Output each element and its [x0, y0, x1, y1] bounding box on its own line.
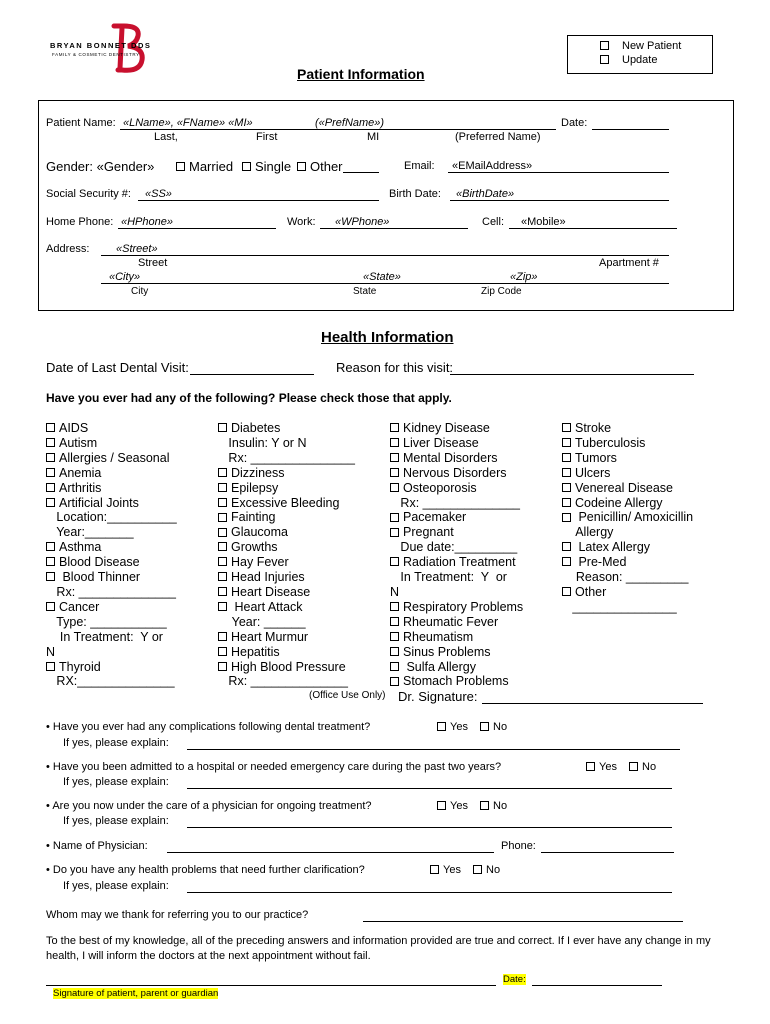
condition-item[interactable] — [390, 615, 523, 630]
condition-label: Mental Disorders — [403, 450, 498, 465]
condition-label: Diabetes — [231, 421, 281, 435]
condition-item — [218, 451, 355, 466]
zip-caption: Zip Code — [481, 286, 522, 297]
condition-label: Growths — [231, 540, 278, 555]
attestation-statement: To the best of my knowledge, all of the preceding answers and information provided are true and correct. If I ever have any change in my health, I will inform the doctors at the next appointment without fail. — [46, 935, 711, 962]
q3-explain-label: If yes, please explain: — [63, 815, 169, 827]
birth-date-value[interactable]: «BirthDate» — [456, 188, 515, 200]
office-use-label: (Office Use Only) — [309, 690, 386, 701]
condition-item[interactable] — [46, 540, 177, 555]
condition-label: Head Injuries — [231, 570, 305, 585]
condition-item[interactable] — [46, 496, 177, 511]
conditions-column-2 — [218, 421, 355, 689]
condition-item[interactable] — [218, 630, 355, 645]
condition-item — [46, 510, 177, 525]
condition-checkbox[interactable] — [562, 587, 571, 596]
condition-item[interactable] — [218, 466, 355, 481]
condition-item — [218, 674, 355, 689]
condition-item[interactable] — [390, 525, 523, 540]
q1-text: Have you ever had any complications following dental treatment? — [52, 721, 371, 733]
home-phone-label: Home Phone: — [46, 216, 114, 228]
reason-label: Reason for this visit: — [336, 360, 454, 375]
condition-label: Year:_______ — [46, 525, 134, 540]
condition-checkbox[interactable] — [218, 528, 227, 537]
condition-checkbox[interactable] — [390, 602, 399, 611]
q3-no-label: No — [493, 800, 508, 812]
conditions-column-4 — [562, 421, 693, 615]
condition-label: Pregnant — [403, 525, 454, 540]
condition-label: Autism — [59, 435, 98, 450]
condition-label: AIDS — [59, 421, 89, 435]
condition-item — [46, 525, 177, 540]
condition-item[interactable] — [218, 481, 355, 496]
logo-name: BRYAN BONNET DDS — [50, 41, 152, 50]
q2-yes-checkbox[interactable] — [586, 762, 595, 771]
condition-checkbox[interactable] — [218, 498, 227, 507]
condition-checkbox[interactable] — [218, 513, 227, 522]
condition-label: RX:______________ — [46, 674, 175, 689]
bullet-icon: • — [46, 761, 50, 773]
q2-text: Have you been admitted to a hospital or needed emergency care during the past two years? — [52, 761, 502, 773]
first-caption: First — [256, 131, 278, 143]
condition-item — [46, 615, 177, 630]
condition-checkbox[interactable] — [46, 557, 55, 566]
condition-label: Arthritis — [59, 480, 102, 495]
condition-label: Allergy — [562, 525, 614, 540]
logo — [48, 22, 178, 72]
condition-item[interactable] — [46, 660, 177, 675]
condition-item[interactable] — [390, 660, 523, 675]
condition-checkbox[interactable] — [218, 483, 227, 492]
condition-item[interactable] — [390, 421, 523, 436]
ss-label: Social Security #: — [46, 188, 131, 200]
condition-label: Rx: ______________ — [390, 495, 520, 510]
q1-yes-checkbox[interactable] — [437, 722, 446, 731]
condition-checkbox[interactable] — [390, 423, 399, 432]
condition-label: Allergies / Seasonal — [59, 450, 170, 465]
condition-label: Rheumatic Fever — [403, 614, 499, 629]
condition-item — [46, 645, 177, 660]
health-information-heading: Health Information — [321, 329, 454, 346]
mi-caption: MI — [367, 131, 380, 143]
q5-explain-label: If yes, please explain: — [63, 880, 169, 892]
email-label: Email: — [404, 160, 435, 172]
reason-field[interactable] — [450, 374, 694, 375]
condition-item[interactable] — [218, 510, 355, 525]
condition-checkbox[interactable] — [46, 468, 55, 477]
condition-checkbox[interactable] — [562, 438, 571, 447]
condition-checkbox[interactable] — [390, 453, 399, 462]
q5-no-label: No — [486, 864, 501, 876]
condition-checkbox[interactable] — [562, 483, 571, 492]
condition-item[interactable] — [46, 436, 177, 451]
condition-item — [390, 570, 523, 585]
condition-checkbox[interactable] — [390, 617, 399, 626]
condition-item[interactable] — [390, 451, 523, 466]
condition-checkbox[interactable] — [562, 498, 571, 507]
condition-item[interactable] — [562, 466, 693, 481]
city-value[interactable]: «City» — [109, 271, 141, 283]
preferred-caption: (Preferred Name) — [455, 131, 541, 143]
condition-item[interactable] — [218, 660, 355, 675]
condition-item — [46, 585, 177, 600]
signature-caption: Signature of patient, parent or guardian — [53, 988, 219, 999]
condition-checkbox[interactable] — [46, 438, 55, 447]
q3-yes-label: Yes — [450, 800, 468, 812]
condition-label: Tumors — [575, 450, 617, 465]
condition-checkbox[interactable] — [390, 483, 399, 492]
condition-item — [218, 615, 355, 630]
email-value[interactable]: «EMailAddress» — [452, 160, 533, 172]
condition-label: Blood Thinner — [59, 570, 141, 585]
condition-label: Kidney Disease — [403, 421, 490, 435]
cell-value[interactable]: «Mobile» — [521, 216, 566, 228]
q2-yes-label: Yes — [599, 761, 617, 773]
married-label: Married — [189, 159, 234, 174]
condition-label: Anemia — [59, 465, 102, 480]
state-value[interactable]: «State» — [363, 271, 401, 283]
condition-checkbox[interactable] — [46, 498, 55, 507]
logo-tagline: FAMILY & COSMETIC DENTISTRY — [52, 52, 140, 57]
condition-checkbox[interactable] — [390, 557, 399, 566]
condition-label: Thyroid — [59, 659, 101, 674]
patient-signature-field[interactable] — [46, 985, 496, 986]
bullet-icon: • — [46, 800, 50, 812]
condition-label: Dizziness — [231, 465, 285, 480]
condition-checkbox[interactable] — [390, 647, 399, 656]
condition-item[interactable] — [218, 540, 355, 555]
q3-text: Are you now under the care of a physician for ongoing treatment? — [52, 800, 372, 812]
last-visit-label: Date of Last Dental Visit: — [46, 360, 189, 375]
condition-checkbox[interactable] — [390, 468, 399, 477]
condition-item[interactable] — [562, 510, 693, 525]
conditions-column-3 — [390, 421, 523, 689]
condition-item — [46, 674, 177, 689]
condition-label: Codeine Allergy — [575, 495, 663, 510]
condition-checkbox[interactable] — [390, 632, 399, 641]
condition-label: Glaucoma — [231, 525, 288, 540]
condition-label: Rx: ______________ — [46, 584, 176, 599]
condition-item[interactable] — [218, 525, 355, 540]
condition-item[interactable] — [218, 496, 355, 511]
condition-label: Stomach Problems — [403, 674, 509, 689]
q1-yes-label: Yes — [450, 721, 468, 733]
physician-label: Name of Physician: — [52, 840, 148, 852]
condition-label: Heart Murmur — [231, 629, 309, 644]
condition-label: Rx: ______________ — [218, 674, 348, 689]
condition-checkbox[interactable] — [562, 468, 571, 477]
address-label: Address: — [46, 243, 90, 255]
conditions-question: Have you ever had any of the following? Please check those that apply. — [46, 391, 452, 405]
condition-checkbox[interactable] — [562, 513, 571, 522]
single-checkbox[interactable] — [242, 162, 251, 171]
condition-item[interactable] — [218, 555, 355, 570]
condition-label: Artificial Joints — [59, 495, 139, 510]
condition-item[interactable] — [562, 555, 693, 570]
condition-label: Penicillin/ Amoxicillin — [575, 510, 694, 525]
condition-label: _______________ — [562, 599, 677, 614]
condition-label: Sulfa Allergy — [403, 659, 476, 674]
condition-item[interactable] — [562, 451, 693, 466]
condition-label: Hay Fever — [231, 555, 289, 570]
zip-value[interactable]: «Zip» — [510, 271, 538, 283]
condition-label: High Blood Pressure — [231, 659, 346, 674]
signature-date-field[interactable] — [532, 985, 662, 986]
physician-phone-label: Phone: — [501, 840, 536, 852]
condition-item[interactable] — [390, 555, 523, 570]
conditions-column-1 — [46, 421, 177, 689]
condition-item[interactable] — [562, 481, 693, 496]
condition-label: Respiratory Problems — [403, 599, 524, 614]
condition-checkbox[interactable] — [46, 662, 55, 671]
condition-checkbox[interactable] — [218, 632, 227, 641]
q2-no-checkbox[interactable] — [629, 762, 638, 771]
condition-checkbox[interactable] — [218, 557, 227, 566]
condition-label: N — [46, 644, 56, 659]
condition-item[interactable] — [218, 421, 355, 436]
condition-label: N — [390, 584, 400, 599]
q2-explain-label: If yes, please explain: — [63, 776, 169, 788]
condition-label: Asthma — [59, 540, 102, 555]
condition-label: Pacemaker — [403, 510, 467, 525]
condition-label: Liver Disease — [403, 435, 479, 450]
condition-item — [390, 540, 523, 555]
q1-no-label: No — [493, 721, 508, 733]
q3-explain-field[interactable] — [187, 827, 672, 828]
q5-yes-label: Yes — [443, 864, 461, 876]
last-visit-field[interactable] — [190, 374, 314, 375]
date-field[interactable] — [592, 129, 669, 130]
condition-checkbox[interactable] — [562, 542, 571, 551]
condition-label: Excessive Bleeding — [231, 495, 340, 510]
q2-no-label: No — [642, 761, 657, 773]
condition-label: Heart Disease — [231, 584, 311, 599]
condition-item[interactable] — [46, 451, 177, 466]
condition-label: Due date:_________ — [390, 540, 518, 555]
condition-checkbox[interactable] — [218, 647, 227, 656]
condition-label: Rx: _______________ — [218, 450, 355, 465]
condition-item[interactable] — [562, 436, 693, 451]
condition-item[interactable] — [390, 645, 523, 660]
gender-label: Gender: «Gender» — [46, 159, 155, 174]
condition-item[interactable] — [390, 674, 523, 689]
condition-item[interactable] — [46, 570, 177, 585]
condition-label: Fainting — [231, 510, 276, 525]
city-caption: City — [131, 286, 149, 297]
birth-date-label: Birth Date: — [389, 188, 441, 200]
condition-item[interactable] — [562, 540, 693, 555]
condition-item[interactable] — [390, 481, 523, 496]
condition-item[interactable] — [390, 466, 523, 481]
q5-no-checkbox[interactable] — [473, 865, 482, 874]
patient-status-box — [567, 35, 713, 74]
condition-item[interactable] — [390, 630, 523, 645]
state-caption: State — [353, 286, 377, 297]
condition-checkbox[interactable] — [218, 468, 227, 477]
date-label: Date: — [561, 117, 588, 129]
physician-field[interactable] — [167, 852, 494, 853]
home-phone-value[interactable]: «HPhone» — [121, 216, 173, 228]
condition-checkbox[interactable] — [46, 483, 55, 492]
referral-field[interactable] — [363, 921, 683, 922]
condition-checkbox[interactable] — [390, 528, 399, 537]
condition-label: Ulcers — [575, 465, 611, 480]
q3-yes-checkbox[interactable] — [437, 801, 446, 810]
condition-label: Stroke — [575, 421, 612, 435]
q1-explain-field[interactable] — [187, 749, 680, 750]
condition-checkbox[interactable] — [46, 602, 55, 611]
condition-label: Tuberculosis — [575, 435, 646, 450]
other-checkbox[interactable] — [297, 162, 306, 171]
condition-label: Nervous Disorders — [403, 465, 507, 480]
condition-label: Type: ___________ — [46, 614, 167, 629]
dr-signature-field[interactable] — [482, 703, 703, 704]
condition-item[interactable] — [46, 481, 177, 496]
update-label: Update — [622, 54, 658, 66]
condition-checkbox[interactable] — [218, 423, 227, 432]
street-caption: Street — [138, 257, 168, 269]
condition-label: Pre-Med — [575, 555, 627, 570]
married-checkbox[interactable] — [176, 162, 185, 171]
condition-label: Cancer — [59, 599, 100, 614]
new-patient-checkbox[interactable] — [600, 41, 609, 50]
condition-checkbox[interactable] — [562, 423, 571, 432]
condition-label: Location:__________ — [46, 510, 177, 525]
bullet-icon: • — [46, 864, 50, 876]
condition-label: Year: ______ — [218, 614, 306, 629]
ss-value[interactable]: «SS» — [145, 188, 172, 200]
condition-label: Venereal Disease — [575, 480, 673, 495]
bullet-icon: • — [46, 840, 50, 852]
condition-item — [390, 496, 523, 511]
condition-checkbox[interactable] — [562, 557, 571, 566]
q5-explain-field[interactable] — [187, 892, 672, 893]
preferred-name-value[interactable]: («PrefName») — [315, 117, 385, 129]
condition-item — [562, 600, 693, 615]
referral-label: Whom may we thank for referring you to our practice? — [46, 909, 309, 921]
condition-checkbox[interactable] — [390, 662, 399, 671]
q1-no-checkbox[interactable] — [480, 722, 489, 731]
condition-label: Epilepsy — [231, 480, 279, 495]
condition-item[interactable] — [562, 421, 693, 436]
q1-explain-label: If yes, please explain: — [63, 737, 169, 749]
condition-checkbox[interactable] — [390, 677, 399, 686]
condition-checkbox[interactable] — [46, 572, 55, 581]
condition-label: Insulin: Y or N — [218, 435, 307, 450]
condition-label: Radiation Treatment — [403, 555, 516, 570]
street-value[interactable]: «Street» — [116, 243, 158, 255]
condition-item[interactable] — [562, 496, 693, 511]
other-label: Other — [310, 159, 343, 174]
bullet-icon: • — [46, 721, 50, 733]
work-phone-value[interactable]: «WPhone» — [335, 216, 390, 228]
condition-item[interactable] — [218, 600, 355, 615]
condition-label: Sinus Problems — [403, 644, 491, 659]
condition-item[interactable] — [562, 585, 693, 600]
condition-checkbox[interactable] — [218, 587, 227, 596]
condition-label: Latex Allergy — [575, 540, 651, 555]
condition-label: Other — [575, 584, 607, 599]
physician-phone-field[interactable] — [541, 852, 674, 853]
q5-text: Do you have any health problems that need further clarification? — [52, 864, 365, 876]
condition-label: In Treatment: Y or — [390, 570, 507, 585]
cell-label: Cell: — [482, 216, 505, 228]
condition-checkbox[interactable] — [218, 602, 227, 611]
condition-item[interactable] — [218, 585, 355, 600]
condition-checkbox[interactable] — [390, 438, 399, 447]
signature-date-label: Date: — [503, 974, 526, 985]
condition-label: Reason: _________ — [562, 570, 689, 585]
patient-name-value[interactable]: «LName», «FName» «MI» — [123, 117, 253, 129]
condition-item[interactable] — [46, 555, 177, 570]
condition-item[interactable] — [218, 570, 355, 585]
condition-item[interactable] — [46, 600, 177, 615]
condition-item — [46, 630, 177, 645]
condition-item[interactable] — [390, 436, 523, 451]
condition-item — [390, 585, 523, 600]
condition-label: In Treatment: Y or — [46, 629, 163, 644]
condition-item[interactable] — [218, 645, 355, 660]
apartment-caption: Apartment # — [599, 257, 659, 269]
last-caption: Last, — [154, 131, 178, 143]
q2-explain-field[interactable] — [187, 788, 672, 789]
condition-checkbox[interactable] — [562, 453, 571, 462]
condition-label: Rheumatism — [403, 629, 474, 644]
condition-label: Blood Disease — [59, 555, 140, 570]
work-phone-label: Work: — [287, 216, 316, 228]
new-patient-label: New Patient — [622, 40, 682, 52]
condition-label: Hepatitis — [231, 644, 280, 659]
condition-item[interactable] — [390, 600, 523, 615]
dr-signature-label: Dr. Signature: — [398, 689, 478, 704]
condition-checkbox[interactable] — [390, 513, 399, 522]
condition-item — [562, 570, 693, 585]
condition-item[interactable] — [46, 421, 177, 436]
condition-checkbox[interactable] — [46, 423, 55, 432]
condition-item — [562, 525, 693, 540]
condition-checkbox[interactable] — [46, 453, 55, 462]
condition-checkbox[interactable] — [46, 542, 55, 551]
patient-information-heading: Patient Information — [297, 66, 425, 82]
condition-item[interactable] — [46, 466, 177, 481]
condition-label: Osteoporosis — [403, 480, 477, 495]
condition-item — [218, 436, 355, 451]
q5-yes-checkbox[interactable] — [430, 865, 439, 874]
condition-checkbox[interactable] — [218, 662, 227, 671]
single-label: Single — [255, 159, 292, 174]
q3-no-checkbox[interactable] — [480, 801, 489, 810]
condition-checkbox[interactable] — [218, 542, 227, 551]
patient-name-label: Patient Name: — [46, 117, 116, 129]
condition-item[interactable] — [390, 510, 523, 525]
condition-checkbox[interactable] — [218, 572, 227, 581]
condition-label: Heart Attack — [231, 599, 303, 614]
update-checkbox[interactable] — [600, 55, 609, 64]
